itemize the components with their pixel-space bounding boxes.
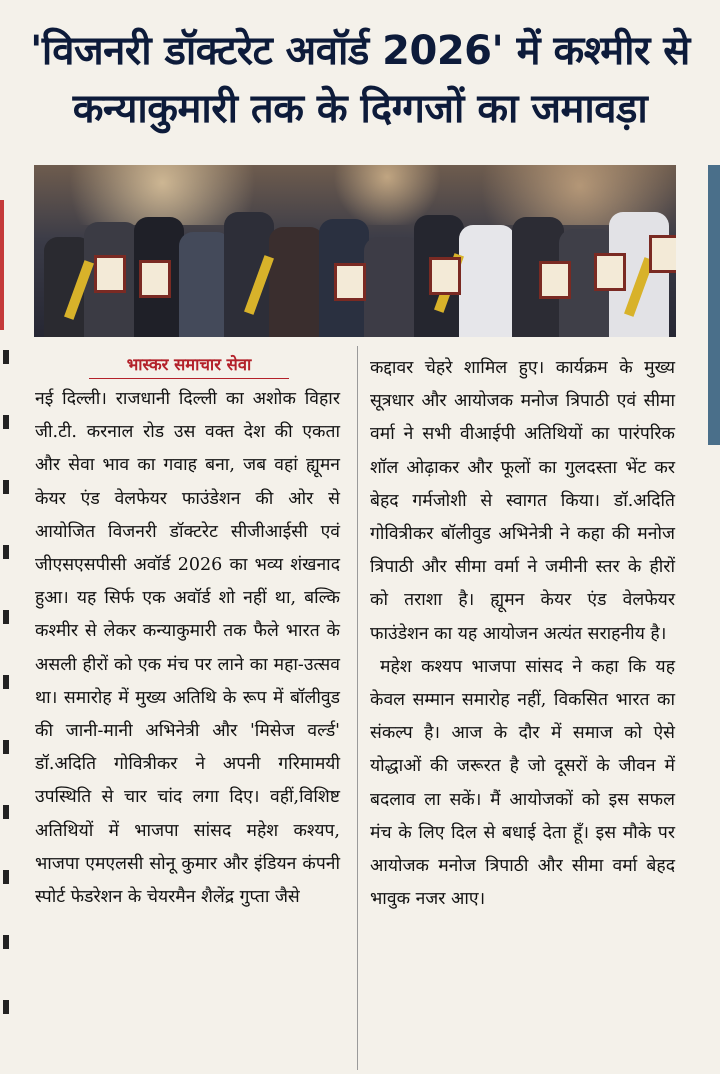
article-paragraph-2: कद्दावर चेहरे शामिल हुए। कार्यक्रम के मुख्य सूत्रधार और आयोजक मनोज त्रिपाठी एवं सीमा वर्मा ने सभी वीआईपी अतिथियों का पारंपरिक शॉल ओढ़ाकर और फूलों का गुलदस्ता भेंट कर बेहद गर्मजोशी से स्वागत किया। डॉ.अदिति गोवित्रीकर बॉलीवुड अभिनेत्री ने कहा की मनोज त्रिपाठी और सीमा वर्मा ने जमीनी स्तर के हीरों को तराशा है। ह्यूमन केयर एंड वेलफेयर फाउंडेशन का यह आयोजन अत्यंत सराहनीय है। — [370, 358, 675, 644]
adjacent-photo-edge-right — [708, 165, 720, 445]
article-column-left — [35, 352, 340, 914]
headline-line-2: कन्याकुमारी तक के दिग्गजों का जमावड़ा — [72, 86, 648, 132]
article-paragraph-3: महेश कश्यप भाजपा सांसद ने कहा कि यह केवल सम्मान समारोह नहीं, विकसित भारत का संकल्प है। आज के दौर में समाज को ऐसे योद्धाओं की जरूरत है जो दूसरों के जीवन में बदलाव ला सकें। मैं आयोजकों को इस सफल मंच के लिए दिल से बधाई देता हूँ। इस मौके पर आयोजक मनोज त्रिपाठी और सीमा वर्मा बेहद भावुक नजर आए। — [370, 656, 675, 910]
byline: भास्कर समाचार सेवा — [89, 352, 289, 379]
column-divider — [357, 346, 358, 1070]
article-column-right — [370, 352, 675, 916]
headline-line-1: 'विजनरी डॉक्टरेट अवॉर्ड 2026' में कश्मीर से — [30, 28, 690, 74]
article-paragraph-1: नई दिल्ली। राजधानी दिल्ली का अशोक विहार जी.टी. करनाल रोड उस वक्त देश की एकता और सेवा भाव का गवाह बना, जब वहां ह्यूमन केयर एंड वेलफेयर फाउंडेशन की ओर से आयोजित विजनरी डॉक्टरेट सीजीआईसी एवं जीएसएसपीसी अवॉर्ड 2026 का भव्य शंखनाद हुआ। यह सिर्फ एक अवॉर्ड शो नहीं था, बल्कि कश्मीर से लेकर कन्याकुमारी तक फैले भारत के असली हीरों को एक मंच पर लाने का महा-उत्सव था। समारोह में मुख्य अतिथि के रूप में बॉलीवुड की जानी-मानी अभिनेत्री और 'मिसेज वर्ल्ड' डॉ.अदिति गोवित्रीकर ने अपनी गरिमामयी उपस्थिति से चार चांद लगा दिए। वहीं,विशिष्ट अतिथियों में भाजपा सांसद महेश कश्यप, भाजपा एमएलसी सोनू कुमार और इंडियन कंपनी स्पोर्ट फेडरेशन के चेयरमैन शैलेंद्र गुप्ता जैसे — [35, 389, 340, 908]
headline — [30, 22, 690, 138]
adjacent-photo-edge-left — [0, 200, 4, 330]
award-ceremony-photo — [34, 165, 676, 337]
adjacent-column-edge-left — [0, 340, 16, 1074]
